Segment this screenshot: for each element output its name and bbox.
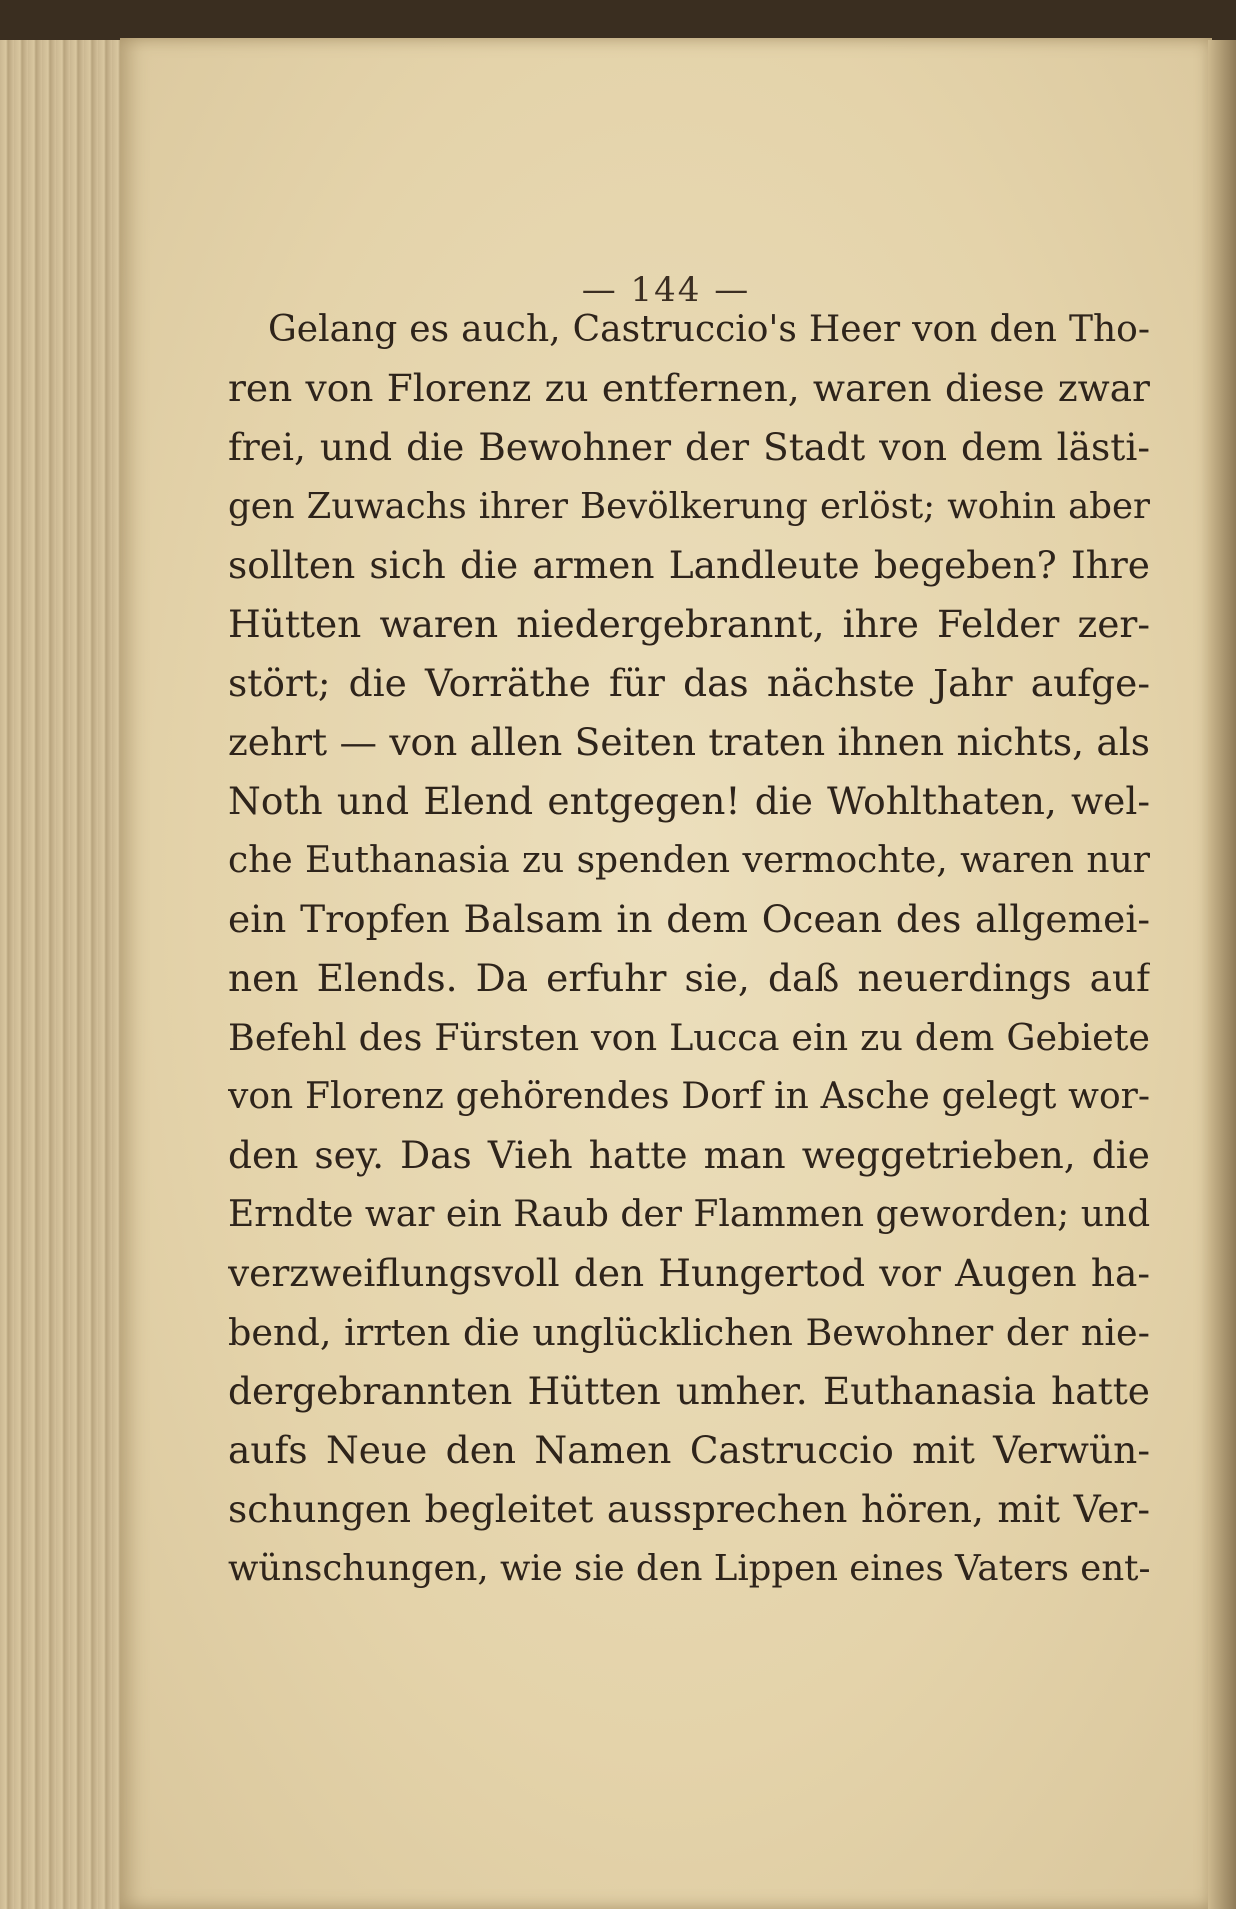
text-line: sollten sich die armen Landleute begeben? Ihre bbox=[228, 543, 1150, 587]
text-line: ein Tropfen Balsam in dem Ocean des allgemei- bbox=[228, 897, 1150, 941]
text-line: Noth und Elend entgegen! die Wohlthaten, wel- bbox=[228, 779, 1150, 823]
text-line: stört; die Vorräthe für das nächste Jahr aufge- bbox=[228, 661, 1150, 705]
text-line: nen Elends. Da erfuhr sie, daß neuerdings auf bbox=[228, 956, 1150, 1000]
text-line: bend, irrten die unglücklichen Bewohner der nie- bbox=[228, 1311, 1150, 1354]
body-text bbox=[228, 300, 1150, 1598]
text-line: von Florenz gehörendes Dorf in Asche gelegt wor- bbox=[228, 1076, 1150, 1117]
text-line: Befehl des Fürsten von Lucca ein zu dem Gebiete bbox=[228, 1016, 1150, 1059]
book-right-edge bbox=[1208, 40, 1236, 1909]
text-line: Erndte war ein Raub der Flammen geworden; und bbox=[228, 1194, 1150, 1235]
text-line: zehrt — von allen Seiten traten ihnen nichts, als bbox=[228, 720, 1150, 764]
text-line: Hütten waren niedergebrannt, ihre Felder zer- bbox=[228, 602, 1150, 646]
text-line: schungen begleitet aussprechen hören, mit Ver- bbox=[228, 1487, 1150, 1531]
text-line: aufs Neue den Namen Castruccio mit Verwün- bbox=[228, 1428, 1150, 1472]
text-line: ren von Florenz zu entfernen, waren diese zwar bbox=[228, 366, 1150, 410]
text-line: den sey. Das Vieh hatte man weggetrieben, die bbox=[228, 1133, 1150, 1177]
text-line: Gelang es auch, Castruccio's Heer von den Tho- bbox=[268, 309, 1150, 350]
page-number: — 144 — bbox=[581, 270, 751, 310]
text-line: wünschungen, wie sie den Lippen eines Vaters ent- bbox=[228, 1548, 1150, 1589]
text-line: che Euthanasia zu spenden vermochte, waren nur bbox=[228, 840, 1150, 881]
text-line: verzweiflungsvoll den Hungertod vor Augen ha- bbox=[228, 1251, 1150, 1295]
text-line: gen Zuwachs ihrer Bevölkerung erlöst; wohin aber bbox=[228, 486, 1150, 527]
text-line: dergebrannten Hütten umher. Euthanasia hatte bbox=[228, 1369, 1150, 1413]
text-line: frei, und die Bewohner der Stadt von dem lästi- bbox=[228, 425, 1150, 469]
